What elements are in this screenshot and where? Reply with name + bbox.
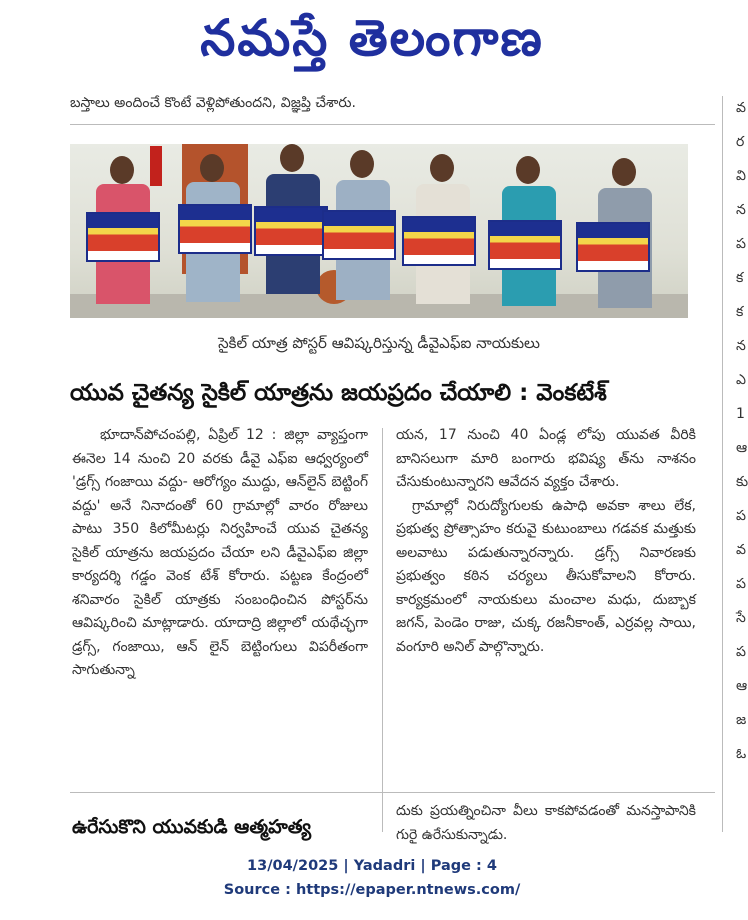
fragment-glyph: ఆ (736, 678, 748, 694)
fragment-glyph: సే (736, 610, 746, 626)
fragment-glyph: ప (736, 644, 746, 660)
fragment-glyph: ఆ (736, 440, 748, 456)
fragment-glyph: జ (736, 712, 747, 728)
article-rule (70, 792, 715, 793)
article-paragraph: దుకు ప్రయత్నించినా వీలు కాకపోవడంతో మనస్తాపానికి గురై ఉరేసుకున్నాడు. (396, 803, 696, 843)
fragment-glyph: ఎ (736, 372, 746, 388)
fragment-glyph: ప (736, 236, 746, 252)
source-link: Source : https://epaper.ntnews.com/ (223, 882, 521, 898)
news-photo (70, 144, 688, 318)
fragment-glyph: క (736, 304, 744, 320)
fragment-glyph: కు (736, 474, 748, 490)
fragment-glyph: ప (736, 508, 746, 524)
fragment-glyph: ప (736, 576, 746, 592)
column-divider (722, 96, 723, 832)
fragment-glyph: న (736, 338, 746, 354)
second-article-fragment (396, 800, 696, 843)
fragment-glyph: న (736, 202, 746, 218)
fragment-glyph: క (736, 270, 744, 286)
article-paragraph: భూదాన్‌పోచంపల్లి, ఏప్రిల్ 12 : జిల్లా వ్యాప్తంగా ఈనెల 14 నుంచి 20 వరకు డీవై ఎఫ్ఐ ఆధ్వర్యంలో 'డ్రగ్స్ గంజాయి వద్దు- ఆరోగ్యం ముద్దు, ఆన్‌లైన్ బెట్టింగ్ వద్దు' అనే నినాదంతో 60 గ్రామాల్లో వారం రోజులు పాటు 350 కిలోమీటర్లు నిర్వహించే యువ చైతన్య సైకిల్ యాత్రను జయప్రదం చేయా లని డీవైఎఫ్ఐ జిల్లా కార్యదర్శి గడ్డం వెంక టేశ్ కోరారు. పట్టణ కేంద్రంలో శనివారం సైకిల్ యాత్రకు సంబంధించిన పోస్టర్‌ను ఆవిష్కరించి మాట్లాడారు. యాదాద్రి జిల్లాలో యథేచ్ఛగా డ్రగ్స్, గంజాయి, ఆన్ లైన్ బెట్టింగులు విపరీతంగా సాగుతున్నా (72, 427, 368, 678)
edition-info: 13/04/2025 | Yadadri | Page : 4 (247, 858, 497, 874)
article-column-right (396, 424, 696, 784)
fragment-glyph: వ (736, 100, 746, 116)
fragment-glyph: ర (736, 134, 745, 150)
article-paragraph: యన, 17 నుంచి 40 ఏండ్ల లోపు యువత వీరికి బానిసలుగా మారి బంగారు భవిష్య త్‌ను నాశనం చేసుకుంటున్నారని ఆవేదన వ్యక్తం చేశారు. (396, 427, 696, 490)
top-rule (70, 124, 715, 125)
masthead (0, 0, 744, 88)
adjacent-column-fragment (734, 96, 748, 816)
flag (150, 146, 162, 186)
second-article-headline: ఉరేసుకొని యువకుడి ఆత్మహత్య (72, 816, 312, 838)
article-paragraph: గ్రామాల్లో నిరుద్యోగులకు ఉపాధి అవకా శాలు లేక, ప్రభుత్వ ప్రోత్సాహం కరువై కుటుంబాలు గడవక మత్తుకు అలవాటు పడుతున్నారన్నారు. డ్రగ్స్ నివారణకు ప్రభుత్వం కఠిన చర్యలు తీసుకోవాలని కోరారు. కార్యక్రమంలో నాయకులు మంచాల మధు, దుబ్బాక జగన్, పెండెం రాజు, చుక్క రజనీకాంత్, ఎర్రవల్ల సాయి, వంగూరి అనిల్ పాల్గొన్నారు. (396, 497, 696, 655)
fragment-glyph: వ (736, 542, 746, 558)
page-footer (0, 854, 744, 914)
fragment-glyph: వి (736, 168, 746, 184)
fragment-glyph: ఓ (736, 746, 747, 762)
previous-article-fragment: బస్తాలు అందించే కొంటే వెళ్లిపోతుందని, విజ్ఞప్తి చేశారు. (70, 95, 356, 111)
article-headline: యువ చైతన్య సైకిల్ యాత్రను జయప్రదం చేయాలి : వెంకటేశ్ (70, 380, 607, 406)
newspaper-logo: నమస్తే తెలంగాణ (200, 8, 544, 67)
fragment-glyph: 1 (736, 406, 745, 422)
article-column-left (72, 424, 368, 784)
photo-caption: సైకిల్ యాత్ర పోస్టర్ ఆవిష్కరిస్తున్న డీవైఎఫ్ఐ నాయకులు (218, 334, 540, 352)
center-divider (382, 428, 383, 832)
